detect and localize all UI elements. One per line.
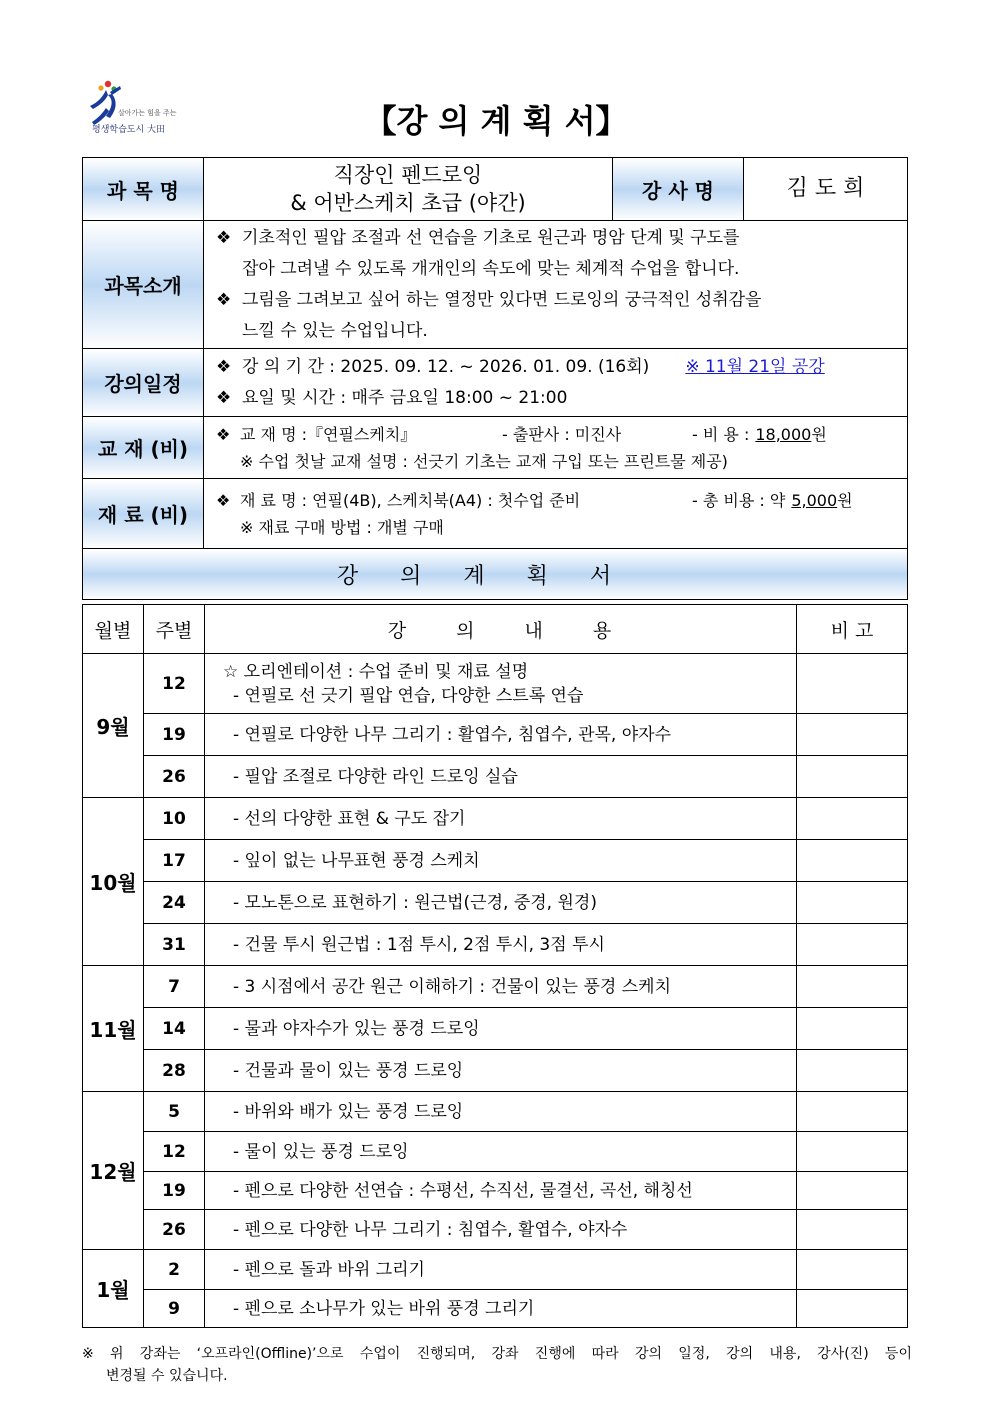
note-cell — [797, 1172, 908, 1210]
footer-word: 진행되며, — [416, 1346, 476, 1362]
content-cell — [205, 1210, 797, 1250]
schedule-content — [204, 349, 908, 417]
intro-item — [216, 223, 897, 285]
table-row — [83, 840, 908, 882]
week-cell: 26 — [144, 756, 205, 798]
week-cell: 28 — [144, 1050, 205, 1092]
week-cell: 17 — [144, 840, 205, 882]
week-cell: 14 — [144, 1008, 205, 1050]
note-cell — [797, 1132, 908, 1172]
week-cell: 26 — [144, 1210, 205, 1250]
schedule-body — [83, 654, 908, 1328]
content-line: - 펜으로 돌과 바위 그리기 — [233, 1259, 425, 1280]
week-cell: 19 — [144, 1172, 205, 1210]
content-line: - 모노톤으로 표현하기 : 원근법(근경, 중경, 원경) — [233, 892, 597, 913]
content-line: - 펜으로 다양한 선연습 : 수평선, 수직선, 물결선, 곡선, 해칭선 — [233, 1180, 693, 1201]
month-cell: 11월 — [83, 966, 144, 1092]
table-row — [83, 966, 908, 1008]
footer-word: 진행에 — [534, 1346, 576, 1362]
material-cost-unit: 원 — [837, 490, 853, 510]
content-line: - 펜으로 소나무가 있는 바위 풍경 그리기 — [233, 1298, 535, 1319]
period-row — [216, 352, 897, 383]
diamond-bullet-icon: ❖ — [216, 227, 232, 248]
footer-word: 강좌는 — [139, 1346, 181, 1362]
intro-line: 잡아 그려낼 수 있도록 개개인의 속도에 맞는 체계적 수업을 합니다. — [242, 258, 740, 279]
content-cell — [205, 1172, 797, 1210]
schedule-label: 강의일정 — [83, 349, 204, 417]
week-cell: 10 — [144, 798, 205, 840]
material-cost-label: - 총 비용 : 약 — [692, 490, 786, 510]
period-text: 강 의 기 간 : 2025. 09. 12. ~ 2026. 01. 09. (16회) — [242, 356, 650, 377]
content-line: - 연필로 선 긋기 필압 연습, 다양한 스트록 연습 — [233, 685, 584, 706]
content-line: - 3 시점에서 공간 원근 이해하기 : 건물이 있는 풍경 스케치 — [233, 976, 671, 997]
textbook-label: 교 재 (비) — [83, 417, 204, 479]
content-header — [205, 605, 797, 654]
content-line: - 필압 조절로 다양한 라인 드로잉 실습 — [233, 766, 518, 787]
content-line: - 잎이 없는 나무표현 풍경 스케치 — [233, 850, 480, 871]
week-cell: 12 — [144, 654, 205, 714]
content-line: - 건물과 물이 있는 풍경 드로잉 — [233, 1060, 464, 1081]
footer-word: 강사(진) — [817, 1346, 869, 1362]
table-row — [83, 1172, 908, 1210]
footer-word: 수업이 — [359, 1346, 401, 1362]
textbook-row — [216, 421, 897, 448]
table-row — [83, 1050, 908, 1092]
month-cell: 1월 — [83, 1250, 144, 1328]
week-cell: 9 — [144, 1290, 205, 1328]
week-cell: 24 — [144, 882, 205, 924]
table-row — [83, 756, 908, 798]
content-cell — [205, 714, 797, 756]
logo-city: 평생학습도시 大田 — [92, 125, 166, 135]
week-header: 주별 — [144, 605, 205, 654]
content-cell — [205, 924, 797, 966]
content-line: - 펜으로 다양한 나무 그리기 : 침엽수, 활엽수, 야자수 — [233, 1219, 628, 1240]
month-cell: 12월 — [83, 1092, 144, 1250]
textbook-cost-value: 18,000 — [755, 424, 812, 444]
material-name: 재 료 명 : 연필(4B), 스케치북(A4) : 첫수업 준비 — [240, 490, 581, 510]
note-cell — [797, 924, 908, 966]
content-line: - 바위와 배가 있는 풍경 드로잉 — [233, 1101, 464, 1122]
subject-line-2: & 어반스케치 초급 (야간) — [290, 191, 526, 215]
instructor-label: 강 사 명 — [613, 158, 744, 221]
note-cell — [797, 1008, 908, 1050]
textbook-note: ※ 수업 첫날 교재 설명 : 선긋기 기초는 교재 구입 또는 프린트물 제공) — [240, 451, 728, 471]
table-row — [83, 1290, 908, 1328]
table-row — [83, 714, 908, 756]
footer-word: 따라 — [591, 1346, 619, 1362]
intro-label: 과목소개 — [83, 221, 204, 349]
content-line: - 연필로 다양한 나무 그리기 : 활엽수, 침엽수, 관목, 야자수 — [233, 724, 671, 745]
week-cell: 31 — [144, 924, 205, 966]
diamond-bullet-icon: ❖ — [216, 490, 231, 510]
footer-word: 강의 — [634, 1346, 663, 1362]
intro-line: 느낄 수 있는 수업입니다. — [242, 320, 428, 341]
note-cell — [797, 654, 908, 714]
content-line: ☆ 오리엔테이션 : 수업 준비 및 재료 설명 — [223, 661, 529, 682]
month-cell: 9월 — [83, 654, 144, 798]
footer-word: ※ — [82, 1346, 94, 1362]
footer-word: ‘오프라인(Offline)’으로 — [196, 1346, 344, 1362]
material-row — [216, 487, 897, 514]
plan-banner-text: 강의계획서 — [336, 563, 654, 589]
content-line: - 물이 있는 풍경 드로잉 — [233, 1141, 409, 1162]
footer-word: 내용, — [769, 1346, 801, 1362]
content-cell — [205, 1050, 797, 1092]
week-cell: 5 — [144, 1092, 205, 1132]
footer-line-2: 변경될 수 있습니다. — [106, 1368, 228, 1384]
textbook-content — [204, 417, 908, 479]
intro-line: 그림을 그려보고 싶어 하는 열정만 있다면 드로잉의 궁극적인 성취감을 — [242, 289, 762, 310]
table-row — [83, 1132, 908, 1172]
content-cell — [205, 1092, 797, 1132]
time-row — [216, 383, 897, 414]
diamond-bullet-icon: ❖ — [216, 289, 232, 310]
table-row — [83, 1008, 908, 1050]
content-cell — [205, 840, 797, 882]
intro-line: 기초적인 필압 조절과 선 연습을 기초로 원근과 명암 단계 및 구도를 — [242, 227, 740, 248]
plan-banner — [83, 549, 908, 600]
footer-line-1 — [82, 1343, 912, 1365]
table-row — [83, 882, 908, 924]
content-cell — [205, 1290, 797, 1328]
material-note: ※ 재료 구매 방법 : 개별 구매 — [240, 517, 444, 537]
textbook-cost-label: - 비 용 : — [692, 424, 750, 444]
month-cell: 10월 — [83, 798, 144, 966]
time-text: 요일 및 시간 : 매주 금요일 18:00 ~ 21:00 — [242, 387, 568, 408]
note-cell — [797, 1290, 908, 1328]
week-cell: 7 — [144, 966, 205, 1008]
note-cell — [797, 798, 908, 840]
content-line: - 건물 투시 원근법 : 1점 투시, 2점 투시, 3점 투시 — [233, 934, 605, 955]
instructor-name: 김 도 희 — [744, 158, 908, 221]
content-line: - 선의 다양한 표현 & 구도 잡기 — [233, 808, 466, 829]
content-cell — [205, 756, 797, 798]
note-cell — [797, 840, 908, 882]
table-row — [83, 924, 908, 966]
subject-name — [204, 158, 613, 221]
material-label: 재 료 (비) — [83, 479, 204, 549]
note-cell — [797, 1250, 908, 1290]
material-cost-value: 5,000 — [791, 490, 838, 510]
note-cell — [797, 756, 908, 798]
diamond-bullet-icon: ❖ — [216, 424, 231, 444]
subject-label: 과 목 명 — [83, 158, 204, 221]
content-header-text: 강 의 내 용 — [387, 619, 614, 642]
table-row — [83, 798, 908, 840]
period-note: ※ 11월 21일 공강 — [685, 356, 825, 377]
schedule-table — [82, 604, 908, 1328]
table-row — [83, 1092, 908, 1132]
textbook-cost-unit: 원 — [811, 424, 827, 444]
footer-word: 등이 — [884, 1346, 912, 1362]
textbook-name: 교 재 명 :『연필스케치』 — [240, 424, 417, 444]
document-title: 【강 의 계 획 서】 — [364, 102, 628, 140]
footer-notice — [82, 1343, 912, 1387]
footer-word: 강좌 — [491, 1346, 519, 1362]
intro-content — [204, 221, 908, 349]
content-cell — [205, 1132, 797, 1172]
content-cell — [205, 966, 797, 1008]
note-header: 비 고 — [797, 605, 908, 654]
note-cell — [797, 1050, 908, 1092]
content-cell — [205, 1250, 797, 1290]
course-info-table — [82, 157, 908, 600]
intro-item — [216, 285, 897, 347]
content-cell — [205, 798, 797, 840]
footer-word: 위 — [110, 1346, 124, 1362]
subject-line-1: 직장인 펜드로잉 — [333, 163, 483, 187]
week-cell: 12 — [144, 1132, 205, 1172]
diamond-bullet-icon: ❖ — [216, 387, 232, 408]
content-cell — [205, 882, 797, 924]
diamond-bullet-icon: ❖ — [216, 356, 232, 377]
note-cell — [797, 966, 908, 1008]
footer-word: 강의 — [726, 1346, 754, 1362]
note-cell — [797, 1210, 908, 1250]
note-cell — [797, 1092, 908, 1132]
content-line: - 물과 야자수가 있는 풍경 드로잉 — [233, 1018, 480, 1039]
textbook-publisher: - 출판사 : 미진사 — [502, 424, 622, 444]
note-cell — [797, 714, 908, 756]
note-cell — [797, 882, 908, 924]
table-row — [83, 654, 908, 714]
table-row — [83, 1250, 908, 1290]
content-cell — [205, 654, 797, 714]
week-cell: 19 — [144, 714, 205, 756]
content-cell — [205, 1008, 797, 1050]
logo-tagline: 살아가는 힘을 주는 — [118, 109, 177, 117]
table-row — [83, 1210, 908, 1250]
material-content — [204, 479, 908, 549]
month-header: 월별 — [83, 605, 144, 654]
footer-word: 일정, — [678, 1346, 710, 1362]
week-cell: 2 — [144, 1250, 205, 1290]
